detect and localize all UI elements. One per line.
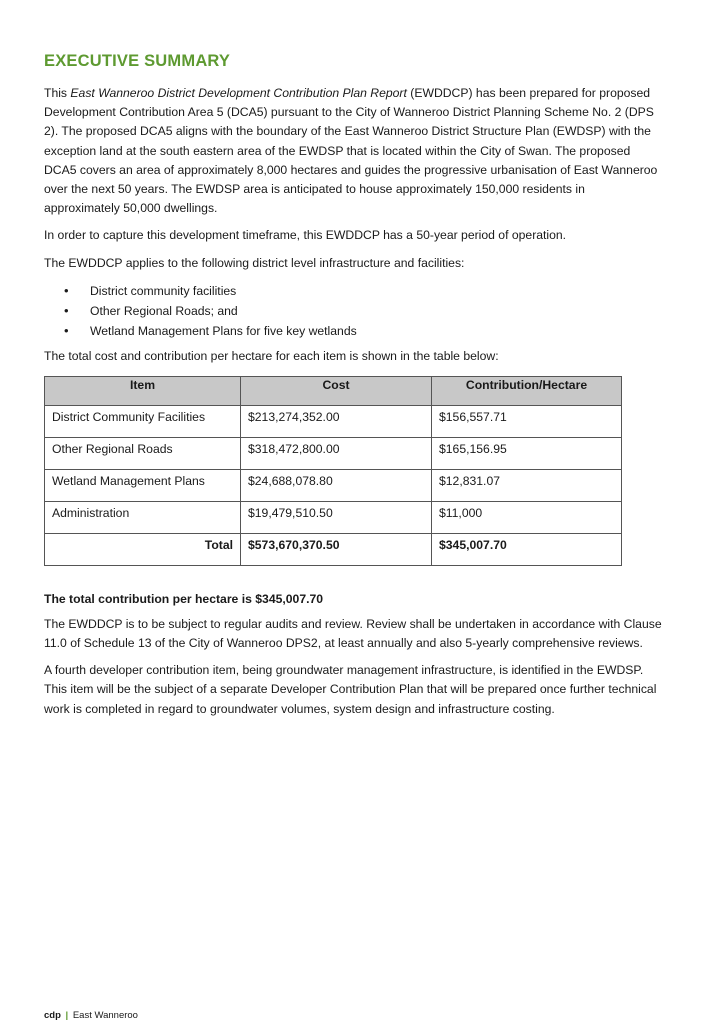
cell-item: Wetland Management Plans bbox=[45, 469, 241, 501]
contribution-table bbox=[44, 376, 622, 566]
cell-item: District Community Facilities bbox=[45, 405, 241, 437]
cell-cost: $213,274,352.00 bbox=[241, 405, 432, 437]
footer-separator: | bbox=[65, 1010, 69, 1021]
cell-contribution: $12,831.07 bbox=[432, 469, 622, 501]
list-item: • Other Regional Roads; and bbox=[90, 301, 664, 321]
footer-text: East Wanneroo bbox=[72, 1010, 138, 1021]
total-cost: $573,670,370.50 bbox=[241, 533, 432, 565]
cell-cost: $24,688,078.80 bbox=[241, 469, 432, 501]
footer-brand: cdp bbox=[44, 1010, 61, 1021]
audits-paragraph: The EWDDCP is to be subject to regular audits and review. Review shall be undertaken in accordance with Clause 11.0 of Schedule 13 of the City of Wanneroo DPS2, at least annually and also 5-yearly comprehensive reviews. bbox=[44, 616, 662, 651]
document-page bbox=[44, 52, 664, 727]
infrastructure-list bbox=[44, 281, 664, 342]
table-row bbox=[45, 437, 622, 469]
header-contribution: Contribution/Hectare bbox=[432, 376, 622, 405]
report-title: East Wanneroo District Development Contribution Plan Report bbox=[70, 86, 407, 100]
table-intro-paragraph: The total cost and contribution per hectare for each item is shown in the table below: bbox=[44, 349, 499, 364]
table-row bbox=[45, 501, 622, 533]
header-cost: Cost bbox=[241, 376, 432, 405]
cell-cost: $318,472,800.00 bbox=[241, 437, 432, 469]
cell-contribution: $165,156.95 bbox=[432, 437, 622, 469]
cell-cost: $19,479,510.50 bbox=[241, 501, 432, 533]
timeframe-paragraph: In order to capture this development timeframe, this EWDDCP has a 50-year period of operation. bbox=[44, 228, 567, 243]
total-label: Total bbox=[45, 533, 241, 565]
fourth-item-paragraph: A fourth developer contribution item, being groundwater management infrastructure, is identified in the EWDSP. This item will be the subject of a separate Developer Contribution Plan that will be prepared once further technical work is completed in regard to groundwater volumes, system design and infrastructure costing. bbox=[44, 663, 657, 716]
page-footer bbox=[44, 1010, 138, 1021]
intro-rest: (EWDDCP) has been prepared for proposed Development Contribution Area 5 (DCA5) pursuant to the City of Wanneroo District Planning Scheme No. 2 (DPS 2). The proposed DCA5 aligns with the boundary of the East Wanneroo District Structure Plan (EWDSP) with the exception land at the south eastern area of the EWDSP that is located within the City of Swan. The proposed DCA5 covers an area of approximately 8,000 hectares and guides the progressive urbanisation of East Wanneroo over the next 50 years. The EWDSP area is anticipated to house approximately 150,000 residents in approximately 50,000 dwellings. bbox=[44, 86, 658, 216]
list-item: • District community facilities bbox=[90, 281, 664, 301]
table-row bbox=[45, 469, 622, 501]
page-title: EXECUTIVE SUMMARY bbox=[44, 52, 231, 70]
total-statement: The total contribution per hectare is $345,007.70 bbox=[44, 591, 324, 606]
header-item: Item bbox=[45, 376, 241, 405]
applies-paragraph: The EWDDCP applies to the following district level infrastructure and facilities: bbox=[44, 255, 465, 270]
intro-lead: This bbox=[44, 86, 71, 100]
cell-contribution: $11,000 bbox=[432, 501, 622, 533]
total-contribution: $345,007.70 bbox=[432, 533, 622, 565]
list-item: • Wetland Management Plans for five key wetlands bbox=[90, 321, 664, 341]
table-row bbox=[45, 405, 622, 437]
intro-paragraph bbox=[44, 84, 664, 218]
table-total-row bbox=[45, 533, 622, 565]
table-header-row bbox=[45, 376, 622, 405]
cell-contribution: $156,557.71 bbox=[432, 405, 622, 437]
cell-item: Administration bbox=[45, 501, 241, 533]
cell-item: Other Regional Roads bbox=[45, 437, 241, 469]
